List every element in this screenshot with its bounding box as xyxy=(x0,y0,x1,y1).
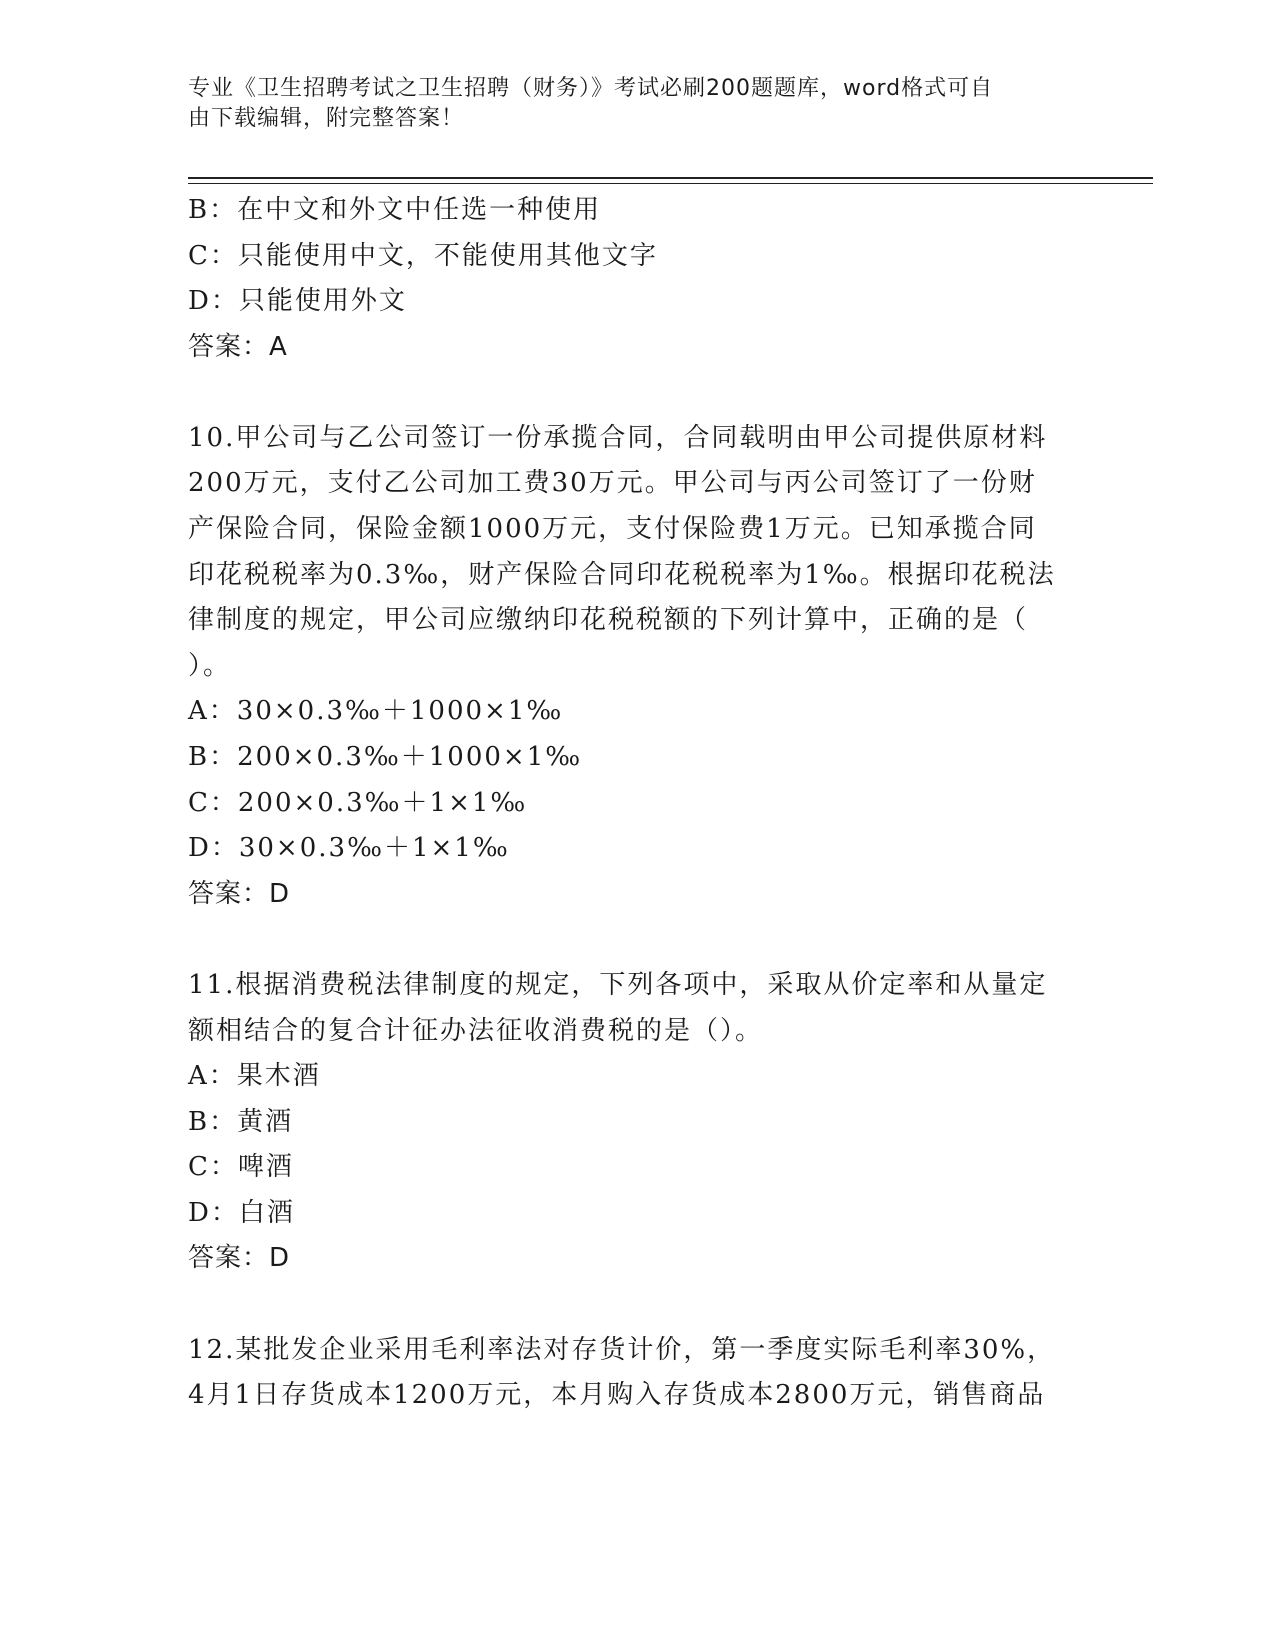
question-10 xyxy=(188,416,1078,918)
header-line-1: 专业《卫生招聘考试之卫生招聘（财务）》考试必刷200题题库，word格式可自 xyxy=(188,76,994,101)
spacer xyxy=(188,370,1078,416)
option-b: B：200×0.3‰＋1000×1‰ xyxy=(188,742,583,773)
header-line-2: 由下载编辑，附完整答案！ xyxy=(188,106,465,131)
answer-line: 答案：D xyxy=(188,1243,291,1274)
question-9-tail xyxy=(188,188,1078,370)
spacer xyxy=(188,1282,1078,1328)
question-stem-line: 200万元，支付乙公司加工费30万元。甲公司与丙公司签订了一份财 xyxy=(188,468,1037,499)
option-c: C：只能使用中文，不能使用其他文字 xyxy=(188,240,658,271)
option-a: A：30×0.3‰＋1000×1‰ xyxy=(188,696,564,727)
header-divider-thin xyxy=(188,183,1153,184)
document-body xyxy=(188,188,1078,1419)
option-c: C：啤酒 xyxy=(188,1152,294,1183)
question-stem-line: ）。 xyxy=(188,650,232,681)
header-divider-thick xyxy=(188,177,1153,179)
question-stem-line: 12.某批发企业采用毛利率法对存货计价，第一季度实际毛利率30%， xyxy=(188,1334,1056,1365)
option-c: C：200×0.3‰＋1×1‰ xyxy=(188,787,528,818)
option-d: D：白酒 xyxy=(188,1197,295,1228)
question-stem-line: 律制度的规定，甲公司应缴纳印花税税额的下列计算中，正确的是（ xyxy=(188,605,1029,636)
spacer xyxy=(188,917,1078,963)
answer-line: 答案：A xyxy=(188,331,288,362)
question-stem-line: 印花税税率为0.3‰，财产保险合同印花税税率为1‰。根据印花税法 xyxy=(188,559,1056,590)
document-header xyxy=(188,74,1068,134)
question-stem-line: 11.根据消费税法律制度的规定，下列各项中，采取从价定率和从量定 xyxy=(188,969,1048,1000)
answer-line: 答案：D xyxy=(188,878,291,909)
option-a: A：果木酒 xyxy=(188,1061,321,1092)
option-b: B：在中文和外文中任选一种使用 xyxy=(188,195,602,225)
option-d: D：30×0.3‰＋1×1‰ xyxy=(188,833,510,864)
question-12 xyxy=(188,1328,1078,1419)
question-11 xyxy=(188,963,1078,1282)
question-stem-line: 4月1日存货成本1200万元，本月购入存货成本2800万元，销售商品 xyxy=(188,1380,1046,1411)
question-stem-line: 10.甲公司与乙公司签订一份承揽合同，合同载明由甲公司提供原材料 xyxy=(188,422,1048,453)
question-stem-line: 额相结合的复合计征办法征收消费税的是（）。 xyxy=(188,1015,764,1046)
option-d: D：只能使用外文 xyxy=(188,286,407,317)
question-stem-line: 产保险合同，保险金额1000万元，支付保险费1万元。已知承揽合同 xyxy=(188,514,1037,545)
option-b: B：黄酒 xyxy=(188,1106,294,1137)
